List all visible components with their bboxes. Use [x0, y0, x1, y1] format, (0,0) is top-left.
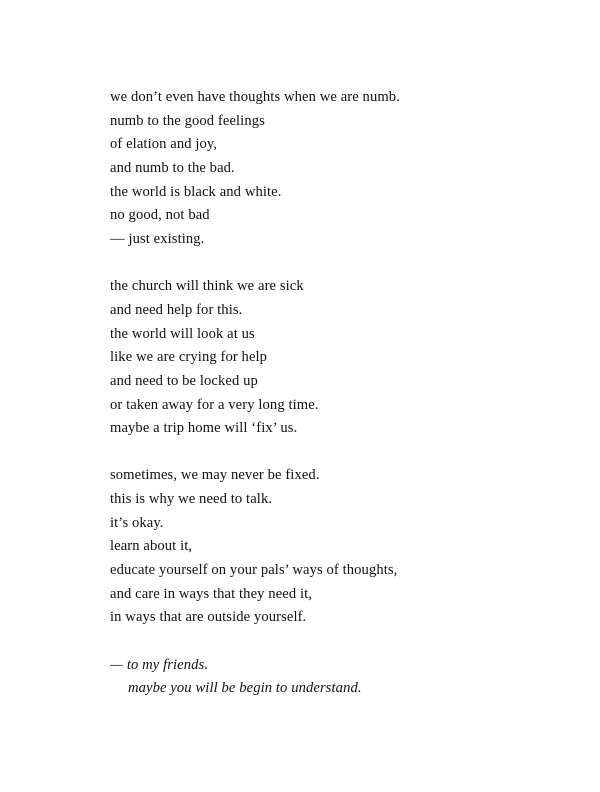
poem-line: or taken away for a very long time. [110, 396, 319, 413]
poem-line: like we are crying for help [110, 349, 268, 366]
stanza-1 [110, 86, 580, 252]
poem-line: of elation and joy, [110, 136, 218, 153]
poem-line: and need help for this. [110, 301, 243, 318]
dedication-line: — to my friends. [110, 656, 209, 673]
poem-line: educate yourself on your pals’ ways of thoughts, [110, 562, 398, 579]
poem-line: and need to be locked up [110, 372, 258, 389]
poem-line: the world will look at us [110, 325, 255, 342]
poem-line: — just existing. [110, 230, 205, 247]
poem-line: we don’t even have thoughts when we are numb. [110, 89, 400, 105]
poem-line: the world is black and white. [110, 183, 282, 200]
poem-line: maybe a trip home will ‘fix’ us. [110, 420, 298, 437]
poem-line: it’s okay. [110, 514, 164, 531]
poem-line: this is why we need to talk. [110, 491, 273, 508]
poem-body [110, 86, 580, 725]
poem-line: and numb to the bad. [110, 159, 235, 176]
poem-line: in ways that are outside yourself. [110, 609, 307, 626]
stanza-3 [110, 464, 580, 630]
poem-line: and care in ways that they need it, [110, 585, 313, 602]
dedication-line: maybe you will be begin to understand. [128, 680, 362, 697]
stanza-2 [110, 275, 580, 441]
poem-line: learn about it, [110, 538, 193, 555]
poem-line: sometimes, we may never be fixed. [110, 467, 320, 484]
poem-line: numb to the good feelings [110, 112, 265, 129]
dedication [110, 654, 580, 701]
poem-line: the church will think we are sick [110, 278, 304, 295]
poem-line: no good, not bad [110, 207, 210, 224]
